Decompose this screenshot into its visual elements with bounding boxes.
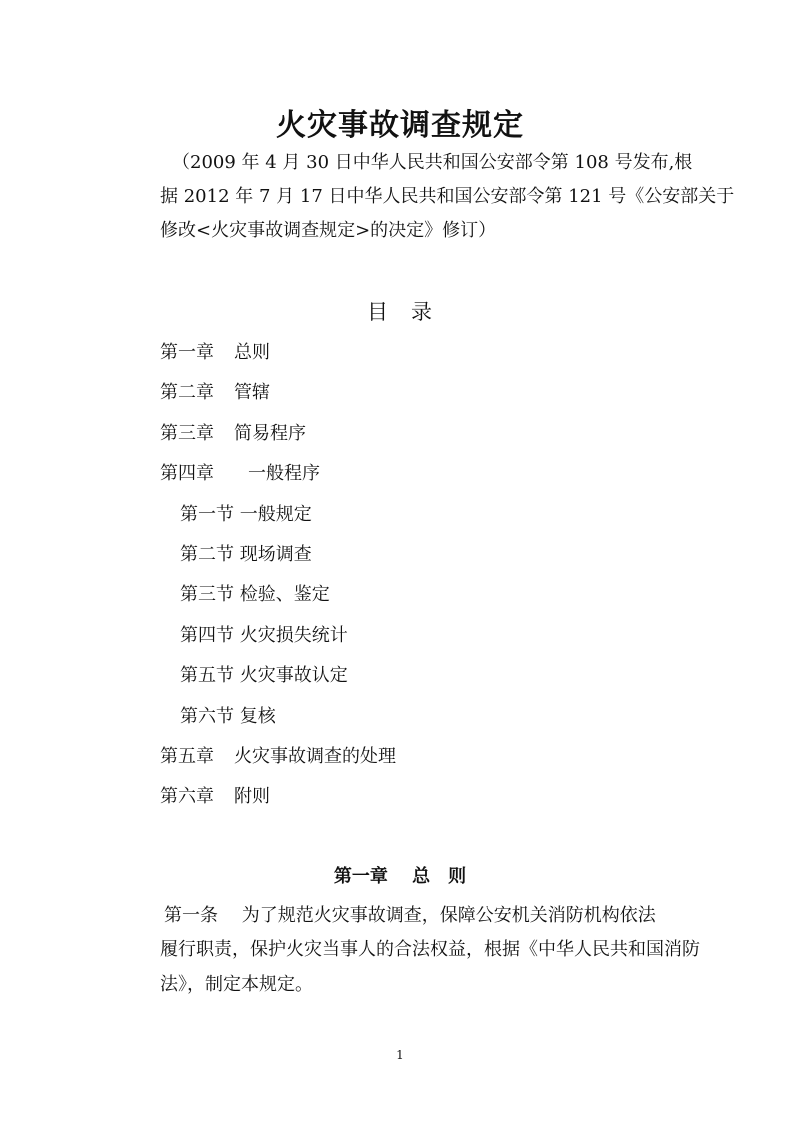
toc-item[interactable] (160, 737, 396, 777)
toc-number: 第四节 (180, 624, 234, 646)
toc-number: 第三节 (180, 584, 234, 606)
toc-item[interactable] (160, 373, 396, 413)
toc-label: 简易程序 (234, 422, 306, 444)
preamble-line: 修改<火灾事故调查规定>的决定》修订） (160, 220, 497, 241)
toc-item[interactable] (160, 616, 396, 656)
toc-number: 第二节 (180, 544, 234, 566)
chapter-heading: 第一章 总 则 (333, 866, 467, 887)
toc-item[interactable] (160, 575, 396, 615)
toc-item[interactable] (160, 495, 396, 535)
toc-label: 一般程序 (248, 463, 320, 485)
toc-label: 现场调查 (239, 544, 312, 566)
article-line: 法》，制定本规定。 (160, 974, 313, 995)
toc-label: 火灾损失统计 (239, 624, 348, 646)
table-of-contents (160, 333, 396, 818)
article-line: 履行职责，保护火灾当事人的合法权益，根据《中华人民共和国消防 (160, 939, 700, 960)
toc-item[interactable] (160, 535, 396, 575)
toc-number: 第二章 (160, 382, 214, 404)
toc-label: 总则 (234, 342, 270, 363)
toc-item[interactable] (160, 697, 396, 737)
toc-heading: 目 录 (367, 300, 433, 324)
toc-label: 一般规定 (239, 503, 312, 525)
toc-item[interactable] (160, 333, 396, 373)
toc-item[interactable] (160, 656, 396, 696)
toc-number: 第五节 (180, 665, 234, 687)
preamble-line: 据 2012 年 7 月 17 日中华人民共和国公安部令第 121 号《公安部关于 (160, 186, 735, 207)
toc-number: 第一节 (180, 503, 234, 525)
toc-number: 第六章 (160, 786, 214, 808)
toc-number: 第一章 (160, 342, 214, 363)
toc-label: 检验、鉴定 (239, 584, 330, 606)
toc-label: 火灾事故认定 (239, 665, 348, 687)
toc-number: 第六节 (180, 705, 234, 727)
document-title: 火灾事故调查规定 (276, 108, 524, 143)
toc-number: 第四章 (160, 463, 214, 485)
preamble-line: （2009 年 4 月 30 日中华人民共和国公安部令第 108 号发布,根 (172, 152, 693, 173)
toc-item[interactable] (160, 777, 396, 817)
article-line: 第一条 为了规范火灾事故调查，保障公安机关消防机构依法 (164, 905, 656, 926)
toc-label: 附则 (234, 786, 270, 808)
toc-item[interactable] (160, 414, 396, 454)
toc-label: 管辖 (234, 382, 270, 404)
toc-number: 第五章 (160, 746, 214, 768)
toc-item[interactable] (160, 454, 396, 494)
page-number: 1 (396, 1048, 404, 1062)
toc-label: 复核 (239, 705, 276, 727)
toc-label: 火灾事故调查的处理 (234, 746, 396, 768)
toc-number: 第三章 (160, 422, 214, 444)
